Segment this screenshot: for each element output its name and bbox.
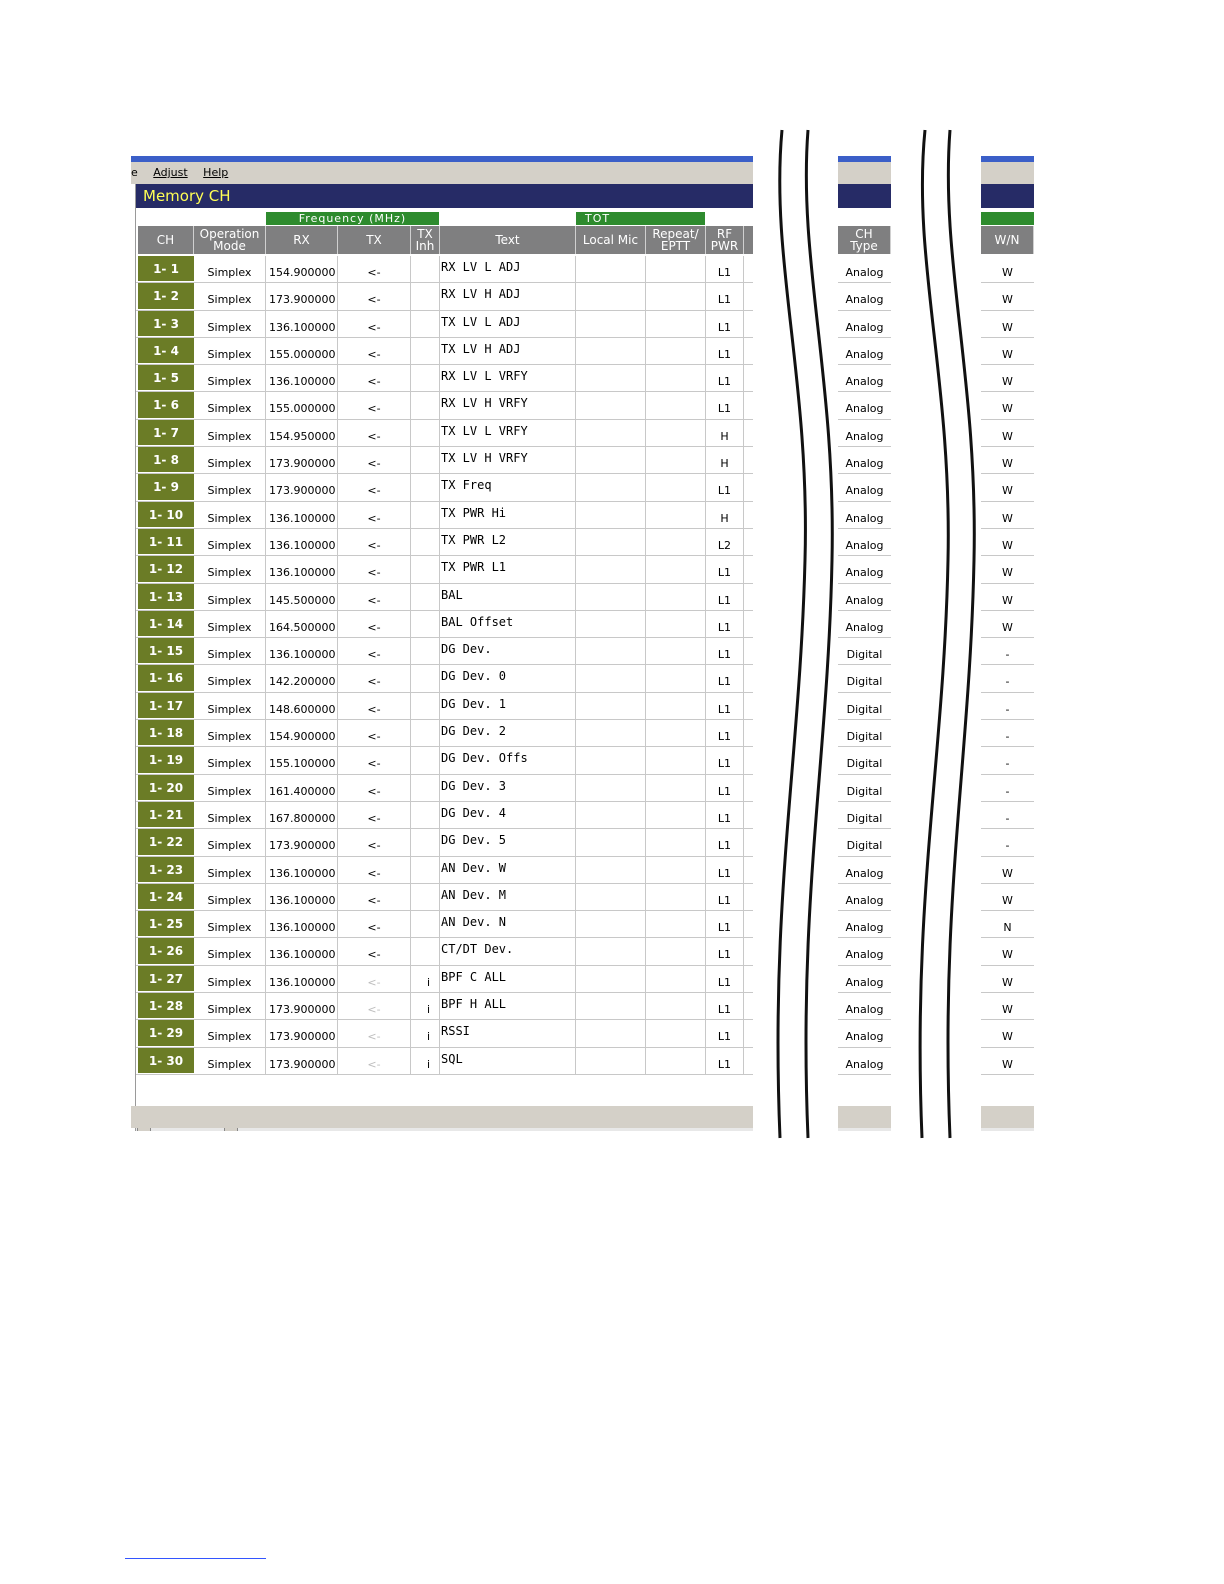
channel-text-cell[interactable]: TX LV L VRFY <box>440 420 576 446</box>
tx-frequency-cell[interactable]: <- <box>338 256 411 282</box>
rx-frequency-cell[interactable]: 173.900000 <box>266 283 338 309</box>
operation-mode-cell[interactable]: Simplex <box>194 392 266 418</box>
menu-adjust[interactable]: Adjust <box>153 166 188 179</box>
operation-mode-cell[interactable]: Simplex <box>194 747 266 773</box>
break-line-1a <box>778 130 805 1138</box>
wide-narrow-cell[interactable]: - <box>1005 811 1010 825</box>
wide-narrow-cell[interactable]: N <box>1003 921 1012 935</box>
rx-frequency-cell[interactable]: 148.600000 <box>266 693 338 719</box>
channel-text-cell[interactable]: DG Dev. 2 <box>440 720 576 746</box>
operation-mode-cell[interactable]: Simplex <box>194 474 266 500</box>
tx-frequency-cell[interactable]: <- <box>338 857 411 883</box>
tx-frequency-cell[interactable]: <- <box>338 720 411 746</box>
tx-frequency-cell[interactable]: <- <box>338 638 411 664</box>
operation-mode-cell[interactable]: Simplex <box>194 611 266 637</box>
header-operation-mode-line1: Operation <box>199 227 260 241</box>
wide-narrow-cell[interactable]: W <box>1002 538 1013 552</box>
rx-frequency-cell[interactable]: 136.100000 <box>266 857 338 883</box>
ch-type-cell[interactable]: Digital <box>846 702 883 716</box>
rx-frequency-cell[interactable]: 136.100000 <box>266 938 338 964</box>
tx-frequency-cell[interactable]: <- <box>338 775 411 801</box>
channel-text-cell[interactable]: AN Dev. N <box>440 911 576 937</box>
rx-frequency-cell[interactable]: 136.100000 <box>266 502 338 528</box>
header-tx-inh-line2: Inh <box>415 239 435 253</box>
channel-text-cell[interactable]: AN Dev. W <box>440 857 576 883</box>
ch-number[interactable]: 1- 15 <box>138 638 194 664</box>
rx-frequency-cell[interactable]: 155.000000 <box>266 338 338 364</box>
header-text[interactable]: Text <box>440 226 576 254</box>
rf-power-cell[interactable]: L1 <box>706 474 744 500</box>
ch-number[interactable]: 1- 30 <box>138 1048 194 1074</box>
wide-narrow-cell[interactable]: W <box>1002 293 1013 307</box>
header-ch-type-line2: Type <box>850 239 878 253</box>
channel-text-cell[interactable]: DG Dev. 1 <box>440 693 576 719</box>
rf-power-cell[interactable]: L1 <box>706 392 744 418</box>
rx-frequency-cell[interactable]: 173.900000 <box>266 474 338 500</box>
rf-power-cell[interactable]: L1 <box>706 993 744 1019</box>
channel-text-cell[interactable]: BPF H ALL <box>440 993 576 1019</box>
operation-mode-cell[interactable]: Simplex <box>194 311 266 337</box>
wide-narrow-cell[interactable]: - <box>1005 730 1010 744</box>
rf-power-cell[interactable]: L1 <box>706 584 744 610</box>
channel-text-cell[interactable]: SQL <box>440 1048 576 1074</box>
tx-frequency-cell[interactable]: <- <box>338 938 411 964</box>
wide-narrow-cell[interactable]: W <box>1002 484 1013 498</box>
wide-narrow-cell[interactable]: W <box>1002 893 1013 907</box>
tx-frequency-cell[interactable]: <- <box>338 1020 411 1046</box>
header-ch[interactable]: CH <box>138 226 194 254</box>
channel-text-cell[interactable]: DG Dev. 0 <box>440 665 576 691</box>
break-line-2a <box>920 130 948 1138</box>
ch-number[interactable]: 1- 3 <box>138 311 194 337</box>
operation-mode-cell[interactable]: Simplex <box>194 775 266 801</box>
operation-mode-cell[interactable]: Simplex <box>194 802 266 828</box>
footnote-rule <box>125 1558 266 1559</box>
operation-mode-cell[interactable]: Simplex <box>194 502 266 528</box>
rx-frequency-cell[interactable]: 161.400000 <box>266 775 338 801</box>
ch-type-cell[interactable]: Analog <box>845 593 884 607</box>
wide-narrow-cell[interactable]: W <box>1002 402 1013 416</box>
tx-frequency-cell[interactable]: <- <box>338 392 411 418</box>
ch-type-cell[interactable]: Digital <box>846 839 883 853</box>
ch-type-cell[interactable]: Analog <box>845 266 884 279</box>
tx-frequency-cell[interactable]: <- <box>338 993 411 1019</box>
channel-text-cell[interactable]: RX LV H ADJ <box>440 283 576 309</box>
menu-file-fragment[interactable]: e <box>131 166 138 179</box>
header-ch-type-line1: CH <box>855 227 873 241</box>
rf-power-cell[interactable]: L1 <box>706 802 744 828</box>
wide-narrow-cell[interactable]: W <box>1002 457 1013 471</box>
channel-text-cell[interactable]: TX PWR L2 <box>440 529 576 555</box>
channel-text-cell[interactable]: CT/DT Dev. <box>440 938 576 964</box>
rx-frequency-cell[interactable]: 164.500000 <box>266 611 338 637</box>
rx-frequency-cell[interactable]: 142.200000 <box>266 665 338 691</box>
rx-frequency-cell[interactable]: 145.500000 <box>266 584 338 610</box>
channel-text-cell[interactable]: TX Freq <box>440 474 576 500</box>
ch-number[interactable]: 1- 2 <box>138 283 194 309</box>
rx-frequency-cell[interactable]: 154.900000 <box>266 720 338 746</box>
ch-type-cell[interactable]: Analog <box>845 375 884 389</box>
ch-type-cell[interactable]: Analog <box>845 320 884 334</box>
rx-frequency-cell[interactable]: 136.100000 <box>266 365 338 391</box>
rf-power-cell[interactable]: L1 <box>706 365 744 391</box>
ch-number[interactable]: 1- 14 <box>138 611 194 637</box>
ch-type-cell[interactable]: Analog <box>845 620 884 634</box>
rx-frequency-cell[interactable]: 136.100000 <box>266 556 338 582</box>
ch-type-cell[interactable]: Analog <box>845 921 884 935</box>
channel-text-cell[interactable]: TX LV H VRFY <box>440 447 576 473</box>
operation-mode-cell[interactable]: Simplex <box>194 829 266 855</box>
operation-mode-cell[interactable]: Simplex <box>194 283 266 309</box>
rx-frequency-cell[interactable]: 154.950000 <box>266 420 338 446</box>
operation-mode-cell[interactable]: Simplex <box>194 584 266 610</box>
ch-type-cell[interactable]: Digital <box>846 811 883 825</box>
operation-mode-cell[interactable]: Simplex <box>194 256 266 282</box>
rx-frequency-cell[interactable]: 136.100000 <box>266 529 338 555</box>
ch-number[interactable]: 1- 29 <box>138 1020 194 1046</box>
header-rf-pwr-line1: RF <box>716 227 733 241</box>
channel-text-cell[interactable]: TX PWR L1 <box>440 556 576 582</box>
wide-narrow-cell[interactable]: W <box>1002 620 1013 634</box>
wide-narrow-cell[interactable]: W <box>1002 948 1013 962</box>
tx-frequency-cell[interactable]: <- <box>338 966 411 992</box>
rx-frequency-cell[interactable]: 173.900000 <box>266 447 338 473</box>
rx-frequency-cell[interactable]: 173.900000 <box>266 993 338 1019</box>
ch-number[interactable]: 1- 23 <box>138 857 194 883</box>
tx-frequency-cell[interactable]: <- <box>338 529 411 555</box>
header-wn[interactable]: W/N <box>981 226 1034 254</box>
rf-power-cell[interactable]: L1 <box>706 720 744 746</box>
operation-mode-cell[interactable]: Simplex <box>194 1048 266 1074</box>
tx-frequency-cell[interactable]: <- <box>338 693 411 719</box>
rx-frequency-cell[interactable]: 136.100000 <box>266 884 338 910</box>
channel-text-cell[interactable]: DG Dev. Offs <box>440 747 576 773</box>
ch-type-cell[interactable]: Analog <box>845 429 884 443</box>
ch-number[interactable]: 1- 21 <box>138 802 194 828</box>
rx-frequency-cell[interactable]: 136.100000 <box>266 966 338 992</box>
rf-power-cell[interactable]: L1 <box>706 611 744 637</box>
ch-type-cell[interactable]: Analog <box>845 566 884 580</box>
wide-narrow-cell[interactable]: W <box>1002 320 1013 334</box>
operation-mode-cell[interactable]: Simplex <box>194 420 266 446</box>
ch-type-cell[interactable]: Analog <box>845 293 884 307</box>
rf-power-cell[interactable]: L1 <box>706 638 744 664</box>
wide-narrow-cell[interactable]: W <box>1002 347 1013 361</box>
header-repeat-eptt-line2: EPTT <box>660 239 691 253</box>
tx-inhibit-cell[interactable]: i <box>411 993 440 1019</box>
tx-frequency-cell[interactable]: <- <box>338 1048 411 1074</box>
ch-type-cell[interactable]: Digital <box>846 730 883 744</box>
ch-number[interactable]: 1- 17 <box>138 693 194 719</box>
rf-power-cell[interactable]: L1 <box>706 884 744 910</box>
rf-power-cell[interactable]: L1 <box>706 693 744 719</box>
menu-help[interactable]: Help <box>203 166 229 179</box>
ch-type-cell[interactable]: Analog <box>845 538 884 552</box>
rf-power-cell[interactable]: H <box>706 502 744 528</box>
ch-type-cell[interactable]: Analog <box>845 975 884 989</box>
rx-frequency-cell[interactable]: 167.800000 <box>266 802 338 828</box>
rf-power-cell[interactable]: H <box>706 447 744 473</box>
channel-text-cell[interactable]: RX LV L VRFY <box>440 365 576 391</box>
channel-text-cell[interactable]: TX PWR Hi <box>440 502 576 528</box>
operation-mode-cell[interactable]: Simplex <box>194 911 266 937</box>
header-local-mic[interactable]: Local Mic <box>576 226 646 254</box>
ch-number[interactable]: 1- 4 <box>138 338 194 364</box>
operation-mode-cell[interactable]: Simplex <box>194 720 266 746</box>
rf-power-cell[interactable]: L1 <box>706 857 744 883</box>
header-operation-mode-line2: Mode <box>213 239 246 253</box>
tx-frequency-cell[interactable]: <- <box>338 665 411 691</box>
ch-type-cell[interactable]: Analog <box>845 1030 884 1044</box>
operation-mode-cell[interactable]: Simplex <box>194 693 266 719</box>
wide-narrow-cell[interactable]: - <box>1005 675 1010 689</box>
wide-narrow-cell[interactable]: W <box>1002 866 1013 880</box>
ch-type-cell[interactable]: Analog <box>845 484 884 498</box>
channel-text-cell[interactable]: TX LV L ADJ <box>440 311 576 337</box>
ch-number[interactable]: 1- 7 <box>138 420 194 446</box>
channel-text-cell[interactable]: DG Dev. 3 <box>440 775 576 801</box>
rx-frequency-cell[interactable]: 155.100000 <box>266 747 338 773</box>
rx-frequency-cell[interactable]: 155.000000 <box>266 392 338 418</box>
ch-number[interactable]: 1- 25 <box>138 911 194 937</box>
ch-number[interactable]: 1- 5 <box>138 365 194 391</box>
window-title: Memory CH <box>136 184 753 208</box>
wide-narrow-cell[interactable]: W <box>1002 1003 1013 1017</box>
ch-number[interactable]: 1- 6 <box>138 392 194 418</box>
wide-narrow-cell[interactable]: W <box>1002 429 1013 443</box>
channel-text-cell[interactable]: BPF C ALL <box>440 966 576 992</box>
tx-frequency-cell[interactable]: <- <box>338 502 411 528</box>
operation-mode-cell[interactable]: Simplex <box>194 1020 266 1046</box>
tx-frequency-cell[interactable]: <- <box>338 829 411 855</box>
wide-narrow-cell[interactable]: W <box>1002 975 1013 989</box>
operation-mode-cell[interactable]: Simplex <box>194 857 266 883</box>
ch-number[interactable]: 1- 12 <box>138 556 194 582</box>
rx-frequency-cell[interactable]: 136.100000 <box>266 638 338 664</box>
channel-text-cell[interactable]: DG Dev. <box>440 638 576 664</box>
tx-inhibit-cell[interactable]: i <box>411 1020 440 1046</box>
break-line-2b <box>948 130 974 1138</box>
header-rx[interactable]: RX <box>266 226 338 254</box>
rf-power-cell[interactable]: L1 <box>706 256 744 282</box>
tx-inhibit-cell[interactable]: i <box>411 966 440 992</box>
ch-type-cell[interactable]: Analog <box>845 347 884 361</box>
header-tx[interactable]: TX <box>338 226 411 254</box>
rf-power-cell[interactable]: L1 <box>706 747 744 773</box>
operation-mode-cell[interactable]: Simplex <box>194 966 266 992</box>
channel-text-cell[interactable]: BAL <box>440 584 576 610</box>
tx-frequency-cell[interactable]: <- <box>338 611 411 637</box>
rf-power-cell[interactable]: L1 <box>706 1020 744 1046</box>
tx-frequency-cell[interactable]: <- <box>338 802 411 828</box>
group-tot: TOT <box>576 212 705 225</box>
wide-narrow-cell[interactable]: - <box>1005 839 1010 853</box>
tx-frequency-cell[interactable]: <- <box>338 283 411 309</box>
rf-power-cell[interactable]: L1 <box>706 966 744 992</box>
rf-power-cell[interactable]: L1 <box>706 311 744 337</box>
rx-frequency-cell[interactable]: 136.100000 <box>266 311 338 337</box>
ch-number[interactable]: 1- 19 <box>138 747 194 773</box>
tx-inhibit-cell[interactable]: i <box>411 1048 440 1074</box>
header-tx-inh-line1: TX <box>417 227 433 241</box>
channel-text-cell[interactable]: TX LV H ADJ <box>440 338 576 364</box>
rf-power-cell[interactable]: L1 <box>706 829 744 855</box>
ch-number[interactable]: 1- 24 <box>138 884 194 910</box>
wide-narrow-cell[interactable]: - <box>1005 648 1010 662</box>
ch-number[interactable]: 1- 27 <box>138 966 194 992</box>
ch-type-cell[interactable]: Analog <box>845 866 884 880</box>
ch-number[interactable]: 1- 1 <box>138 256 194 282</box>
rx-frequency-cell[interactable]: 154.900000 <box>266 256 338 282</box>
tx-frequency-cell[interactable]: <- <box>338 884 411 910</box>
channel-text-cell[interactable]: DG Dev. 4 <box>440 802 576 828</box>
tx-frequency-cell[interactable]: <- <box>338 338 411 364</box>
operation-mode-cell[interactable]: Simplex <box>194 938 266 964</box>
rf-power-cell[interactable]: L1 <box>706 283 744 309</box>
wide-narrow-cell[interactable]: W <box>1002 1057 1013 1071</box>
ch-number[interactable]: 1- 10 <box>138 502 194 528</box>
operation-mode-cell[interactable]: Simplex <box>194 338 266 364</box>
wide-narrow-cell[interactable]: W <box>1002 375 1013 389</box>
rf-power-cell[interactable]: L2 <box>706 529 744 555</box>
tx-frequency-cell[interactable]: <- <box>338 420 411 446</box>
channel-text-cell[interactable]: RX LV L ADJ <box>440 256 576 282</box>
operation-mode-cell[interactable]: Simplex <box>194 884 266 910</box>
operation-mode-cell[interactable]: Simplex <box>194 665 266 691</box>
wide-narrow-cell[interactable]: W <box>1002 566 1013 580</box>
tx-frequency-cell[interactable]: <- <box>338 447 411 473</box>
rx-frequency-cell[interactable]: 136.100000 <box>266 911 338 937</box>
break-line-1b <box>806 130 832 1138</box>
rx-frequency-cell[interactable]: 173.900000 <box>266 829 338 855</box>
wide-narrow-cell[interactable]: W <box>1002 1030 1013 1044</box>
ch-type-cell[interactable]: Analog <box>845 457 884 471</box>
channel-text-cell[interactable]: AN Dev. M <box>440 884 576 910</box>
wide-narrow-cell[interactable]: - <box>1005 702 1010 716</box>
rf-power-cell[interactable]: L1 <box>706 938 744 964</box>
ch-type-cell[interactable]: Analog <box>845 893 884 907</box>
channel-text-cell[interactable]: BAL Offset <box>440 611 576 637</box>
ch-number[interactable]: 1- 11 <box>138 529 194 555</box>
ch-type-cell[interactable]: Analog <box>845 1057 884 1071</box>
wide-narrow-cell[interactable]: - <box>1005 784 1010 798</box>
channel-text-cell[interactable]: RX LV H VRFY <box>440 392 576 418</box>
ch-type-cell[interactable]: Analog <box>845 1003 884 1017</box>
rf-power-cell[interactable]: L1 <box>706 1048 744 1074</box>
rf-power-cell[interactable]: L1 <box>706 911 744 937</box>
ch-number[interactable]: 1- 16 <box>138 665 194 691</box>
operation-mode-cell[interactable]: Simplex <box>194 556 266 582</box>
rx-frequency-cell[interactable]: 173.900000 <box>266 1020 338 1046</box>
operation-mode-cell[interactable]: Simplex <box>194 447 266 473</box>
ch-number[interactable]: 1- 28 <box>138 993 194 1019</box>
wide-narrow-cell[interactable]: W <box>1002 593 1013 607</box>
ch-number[interactable]: 1- 8 <box>138 447 194 473</box>
operation-mode-cell[interactable]: Simplex <box>194 993 266 1019</box>
tx-frequency-cell[interactable]: <- <box>338 311 411 337</box>
tx-frequency-cell[interactable]: <- <box>338 474 411 500</box>
tx-frequency-cell[interactable]: <- <box>338 911 411 937</box>
wide-narrow-cell[interactable]: W <box>1002 266 1013 279</box>
wide-narrow-cell[interactable]: W <box>1002 511 1013 525</box>
channel-text-cell[interactable]: DG Dev. 5 <box>440 829 576 855</box>
rf-power-cell[interactable]: L1 <box>706 556 744 582</box>
ch-number[interactable]: 1- 18 <box>138 720 194 746</box>
tx-frequency-cell[interactable]: <- <box>338 556 411 582</box>
ch-number[interactable]: 1- 26 <box>138 938 194 964</box>
channel-text-cell[interactable]: RSSI <box>440 1020 576 1046</box>
ch-type-cell[interactable]: Digital <box>846 784 883 798</box>
ch-type-cell[interactable]: Analog <box>845 948 884 962</box>
operation-mode-cell[interactable]: Simplex <box>194 529 266 555</box>
wide-narrow-cell[interactable]: - <box>1005 757 1010 771</box>
ch-number[interactable]: 1- 13 <box>138 584 194 610</box>
header-rf-pwr-line2: PWR <box>710 239 739 253</box>
tx-frequency-cell[interactable]: <- <box>338 365 411 391</box>
tx-frequency-cell[interactable]: <- <box>338 747 411 773</box>
rf-power-cell[interactable]: L1 <box>706 338 744 364</box>
rf-power-cell[interactable]: H <box>706 420 744 446</box>
ch-type-cell[interactable]: Analog <box>845 511 884 525</box>
operation-mode-cell[interactable]: Simplex <box>194 365 266 391</box>
operation-mode-cell[interactable]: Simplex <box>194 638 266 664</box>
rf-power-cell[interactable]: L1 <box>706 775 744 801</box>
group-frequency: Frequency (MHz) <box>266 212 439 225</box>
ch-number[interactable]: 1- 9 <box>138 474 194 500</box>
ch-type-cell[interactable]: Digital <box>846 675 883 689</box>
header-repeat-eptt-line1: Repeat/ <box>652 227 699 241</box>
rf-power-cell[interactable]: L1 <box>706 665 744 691</box>
ch-number[interactable]: 1- 22 <box>138 829 194 855</box>
ch-type-cell[interactable]: Digital <box>846 648 883 662</box>
ch-type-cell[interactable]: Digital <box>846 757 883 771</box>
ch-type-cell[interactable]: Analog <box>845 402 884 416</box>
rx-frequency-cell[interactable]: 173.900000 <box>266 1048 338 1074</box>
tx-frequency-cell[interactable]: <- <box>338 584 411 610</box>
ch-number[interactable]: 1- 20 <box>138 775 194 801</box>
